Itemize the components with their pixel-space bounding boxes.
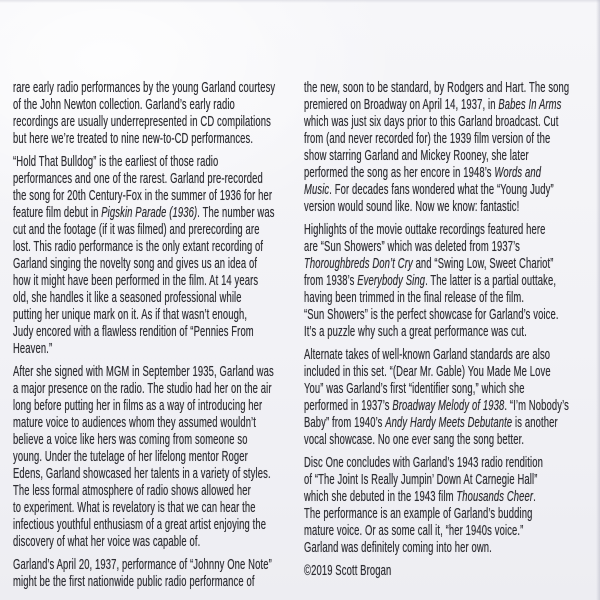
text-segment: After she signed with MGM in September 1935, Garland was <box>13 364 274 380</box>
text-line <box>13 517 275 534</box>
text-segment: Baby” from 1940’s <box>304 415 386 431</box>
text-segment: old, she handles it like a seasoned professional while <box>13 290 242 306</box>
text-line <box>13 341 275 358</box>
text-line <box>13 222 275 239</box>
text-segment: of “The Joint Is Really Jumpin’ Down At Carnegie Hall” <box>304 472 538 488</box>
text-segment: “Sun Showers” is the perfect showcase for Garland’s voice. <box>304 307 559 323</box>
text-segment: . “I’m Nobody’s <box>504 398 569 414</box>
text-segment: . The number was <box>197 205 275 221</box>
text-line <box>304 165 569 182</box>
text-line <box>304 324 569 341</box>
text-line <box>13 171 275 188</box>
text-segment: Heaven.” <box>13 341 53 357</box>
paragraph <box>304 563 569 580</box>
text-segment: and “Swing Low, Sweet Chariot” <box>412 256 554 272</box>
text-segment: Music <box>304 182 330 198</box>
text-segment: are “Sun Showers” which was deleted from 1937’s <box>304 239 521 255</box>
text-line <box>304 563 569 580</box>
text-line <box>13 239 275 256</box>
text-line <box>304 114 569 131</box>
text-segment: to experiment. What is revelatory is that we can hear the <box>13 500 256 516</box>
text-segment: The less formal atmosphere of radio shows allowed her <box>13 483 251 499</box>
text-line <box>13 500 275 517</box>
text-segment: feature film debut in <box>13 205 102 221</box>
text-segment: infectious youthful enthusiasm of a great artist enjoying the <box>13 517 267 533</box>
text-line <box>304 472 569 489</box>
text-line <box>304 489 569 506</box>
text-line <box>304 290 569 307</box>
text-line <box>13 574 275 591</box>
text-segment: ©2019 Scott Brogan <box>304 563 392 579</box>
text-line <box>304 80 569 97</box>
text-segment: the song for 20th Century-Fox in the summer of 1936 for her <box>13 188 273 204</box>
text-line <box>13 154 275 171</box>
text-line <box>304 239 569 256</box>
text-segment: which was just six days prior to this Garland broadcast. Cut <box>304 114 559 130</box>
text-line <box>304 182 569 199</box>
text-line <box>304 506 569 523</box>
text-line <box>13 557 275 574</box>
paragraph <box>304 222 569 341</box>
text-segment: Garland singing the novelty song and gives us an idea of <box>13 256 258 272</box>
text-segment: . The latter is a partial outtake, <box>425 273 557 289</box>
text-segment: performed in 1937’s <box>304 398 393 414</box>
left-text-column <box>13 80 275 597</box>
text-line <box>13 205 275 222</box>
text-segment: . <box>533 489 536 505</box>
text-segment: Garland was definitely coming into her own. <box>304 540 492 556</box>
text-segment: premiered on Broadway on April 14, 1937, in <box>304 97 499 113</box>
text-segment: mature voice to audiences whom they assumed wouldn’t <box>13 415 257 431</box>
text-line <box>13 466 275 483</box>
text-line <box>13 324 275 341</box>
text-segment: believe a voice like hers was coming from someone so <box>13 432 248 448</box>
scan-edge-right-shadow <box>596 0 600 600</box>
text-line <box>304 540 569 557</box>
text-segment: of the John Newton collection. Garland’s early radio <box>13 97 235 113</box>
text-segment: from 1938’s <box>304 273 358 289</box>
text-segment: included in this set. “(Dear Mr. Gable) You Made Me Love <box>304 364 551 380</box>
text-segment: Thoroughbreds Don’t Cry <box>304 256 413 272</box>
text-line <box>304 432 569 449</box>
text-segment: It’s a puzzle why such a great performance was cut. <box>304 324 527 340</box>
paragraph <box>13 364 275 551</box>
text-line <box>13 273 275 290</box>
text-segment: how it might have been performed in the film. At 14 years <box>13 273 259 289</box>
text-line <box>13 364 275 381</box>
paragraph <box>304 455 569 557</box>
text-line <box>13 381 275 398</box>
text-line <box>13 415 275 432</box>
text-segment: long before putting her in films as a way of introducing her <box>13 398 263 414</box>
text-line <box>13 97 275 114</box>
text-segment: recordings are usually underrepresented in CD compilations <box>13 114 271 130</box>
text-segment: might be the first nationwide public radio performance of <box>13 574 255 590</box>
text-segment: Garland’s April 20, 1937, performance of “Johnny One Note” <box>13 557 272 573</box>
text-line <box>13 80 275 97</box>
text-line <box>13 114 275 131</box>
text-segment: show starring Garland and Mickey Rooney, she later <box>304 148 529 164</box>
text-line <box>13 188 275 205</box>
text-segment: rare early radio performances by the young Garland courtesy <box>13 80 276 96</box>
text-segment: . For decades fans wondered what the “Young Judy” <box>329 182 554 198</box>
text-line <box>304 455 569 472</box>
text-line <box>304 307 569 324</box>
text-line <box>304 381 569 398</box>
text-segment: discovery of what her voice was capable of. <box>13 534 201 550</box>
text-segment: performed the song as her encore in 1948’s <box>304 165 495 181</box>
text-segment: Pigskin Parade (1936) <box>101 205 198 221</box>
right-text-column <box>304 80 569 586</box>
text-segment: from (and never recorded for) the 1939 film version of the <box>304 131 551 147</box>
text-line <box>304 148 569 165</box>
text-segment: lost. This radio performance is the only extant recording of <box>13 239 264 255</box>
text-segment: cut and the footage (if it was filmed) and prerecording are <box>13 222 260 238</box>
text-line <box>304 415 569 432</box>
text-segment: Everybody Sing <box>357 273 426 289</box>
text-segment: The performance is an example of Garland’s budding <box>304 506 533 522</box>
text-segment: a major presence on the radio. The studio had her on the air <box>13 381 272 397</box>
paragraph <box>13 557 275 591</box>
text-segment: Highlights of the movie outtake recordings featured here <box>304 222 546 238</box>
text-line <box>304 364 569 381</box>
text-segment: Alternate takes of well-known Garland standards are also <box>304 347 551 363</box>
text-line <box>304 398 569 415</box>
text-line <box>304 256 569 273</box>
paragraph <box>304 347 569 449</box>
text-line <box>13 534 275 551</box>
text-line <box>13 131 275 148</box>
text-line <box>304 347 569 364</box>
paragraph <box>304 80 569 216</box>
text-segment: Broadway Melody of 1938 <box>392 398 505 414</box>
text-segment: Babes In Arms <box>498 97 562 113</box>
text-segment: Words and <box>494 165 542 181</box>
text-line <box>13 398 275 415</box>
text-segment: mature voice. Or as some call it, “her 1940s voice.” <box>304 523 524 539</box>
text-line <box>304 273 569 290</box>
text-segment: version would sound like. Now we know: fantastic! <box>304 199 520 215</box>
text-segment: putting her unique mark on it. As if that wasn’t enough, <box>13 307 248 323</box>
paragraph <box>13 154 275 358</box>
paragraph <box>13 80 275 148</box>
text-segment: Judy encored with a flawless rendition of “Pennies From <box>13 324 254 340</box>
scan-edge-top-shadow <box>0 0 600 3</box>
text-line <box>304 523 569 540</box>
text-segment: Andy Hardy Meets Debutante <box>385 415 513 431</box>
text-segment: Disc One concludes with Garland’s 1943 radio rendition <box>304 455 543 471</box>
text-line <box>13 307 275 324</box>
text-segment: but here we’re treated to nine new-to-CD performances. <box>13 131 254 147</box>
text-line <box>13 483 275 500</box>
text-segment: Edens, Garland showcased her talents in a variety of styles. <box>13 466 271 482</box>
text-line <box>13 449 275 466</box>
text-line <box>304 131 569 148</box>
text-segment: having been trimmed in the final release of the film. <box>304 290 525 306</box>
text-line <box>304 199 569 216</box>
text-segment: performances and one of the rarest. Garland pre-recorded <box>13 171 263 187</box>
text-line <box>13 256 275 273</box>
text-line <box>304 222 569 239</box>
text-line <box>304 97 569 114</box>
text-segment: You” was Garland’s first “identifier song,” which she <box>304 381 525 397</box>
text-segment: which she debuted in the 1943 film <box>304 489 457 505</box>
text-segment: vocal showcase. No one ever sang the song better. <box>304 432 525 448</box>
text-line <box>13 432 275 449</box>
text-segment: young. Under the tutelage of her lifelong mentor Roger <box>13 449 248 465</box>
text-segment: “Hold That Bulldog” is the earliest of those radio <box>13 154 219 170</box>
text-segment: Thousands Cheer <box>456 489 534 505</box>
text-segment: the new, soon to be standard, by Rodgers and Hart. The song <box>304 80 570 96</box>
text-segment: is another <box>512 415 558 431</box>
text-line <box>13 290 275 307</box>
